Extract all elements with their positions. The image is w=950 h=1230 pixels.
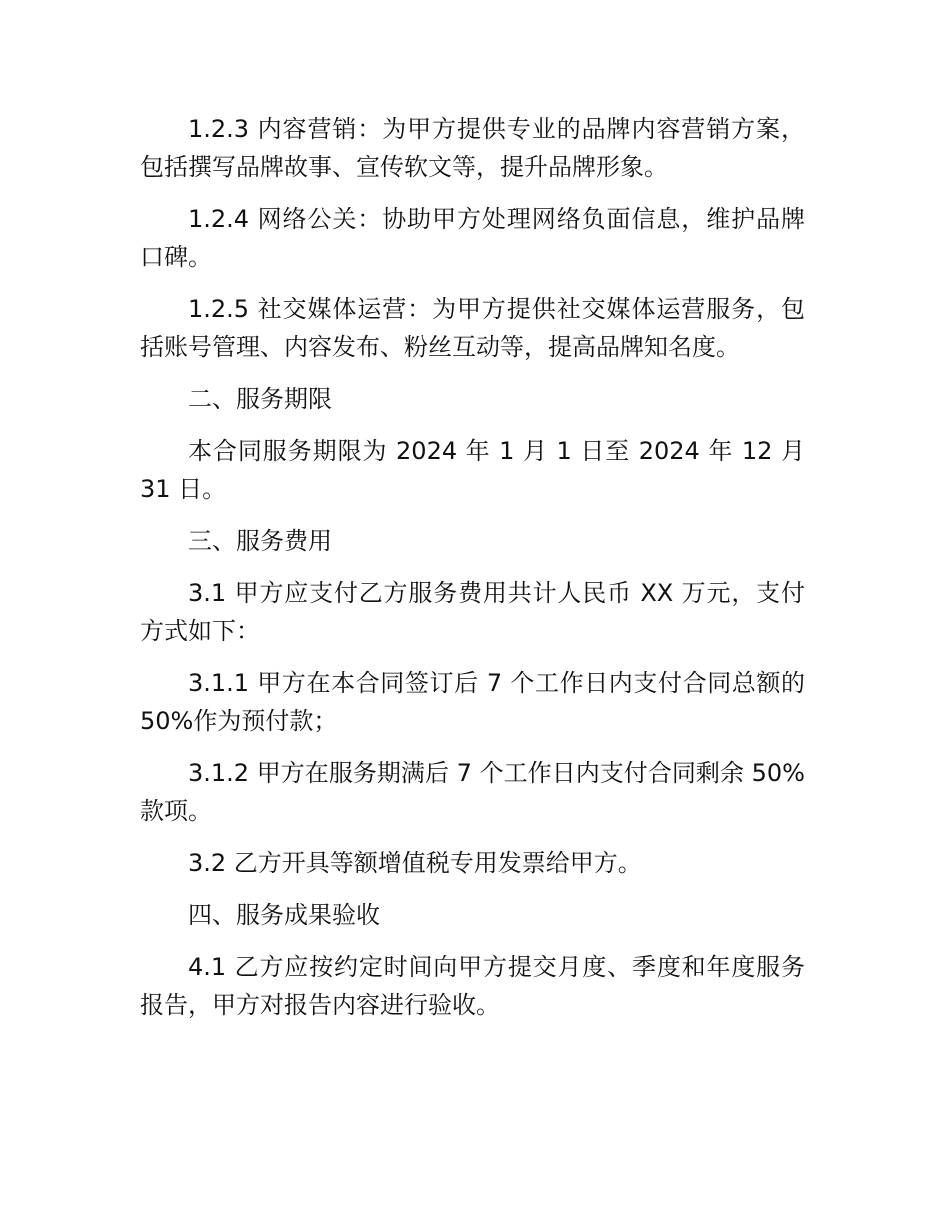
clause-3-2: 3.2 乙方开具等额增值税专用发票给甲方。	[188, 849, 642, 877]
clause-4-1: 4.1 乙方应按约定时间向甲方提交月度、季度和年度服务报告，甲方对报告内容进行验收。	[140, 953, 805, 1019]
document-body	[140, 110, 805, 1038]
clause-3-1: 3.1 甲方应支付乙方服务费用共计人民币 XX 万元，支付方式如下：	[140, 579, 805, 645]
section-heading-acceptance: 四、服务成果验收	[188, 901, 380, 929]
service-period-text: 本合同服务期限为 2024 年 1 月 1 日至 2024 年 12 月 31 日。	[140, 437, 805, 503]
section-heading-service-fee: 三、服务费用	[188, 527, 332, 555]
clause-1-2-4: 1.2.4 网络公关：协助甲方处理网络负面信息，维护品牌口碑。	[140, 205, 805, 271]
section-heading-service-period: 二、服务期限	[188, 385, 332, 413]
clause-1-2-5: 1.2.5 社交媒体运营：为甲方提供社交媒体运营服务，包括账号管理、内容发布、粉丝互动等，提高品牌知名度。	[140, 295, 805, 361]
clause-3-1-2: 3.1.2 甲方在服务期满后 7 个工作日内支付合同剩余 50%款项。	[140, 759, 805, 825]
clause-1-2-3: 1.2.3 内容营销：为甲方提供专业的品牌内容营销方案，包括撰写品牌故事、宣传软文等，提升品牌形象。	[140, 115, 805, 181]
clause-3-1-1: 3.1.1 甲方在本合同签订后 7 个工作日内支付合同总额的 50%作为预付款；	[140, 669, 805, 735]
